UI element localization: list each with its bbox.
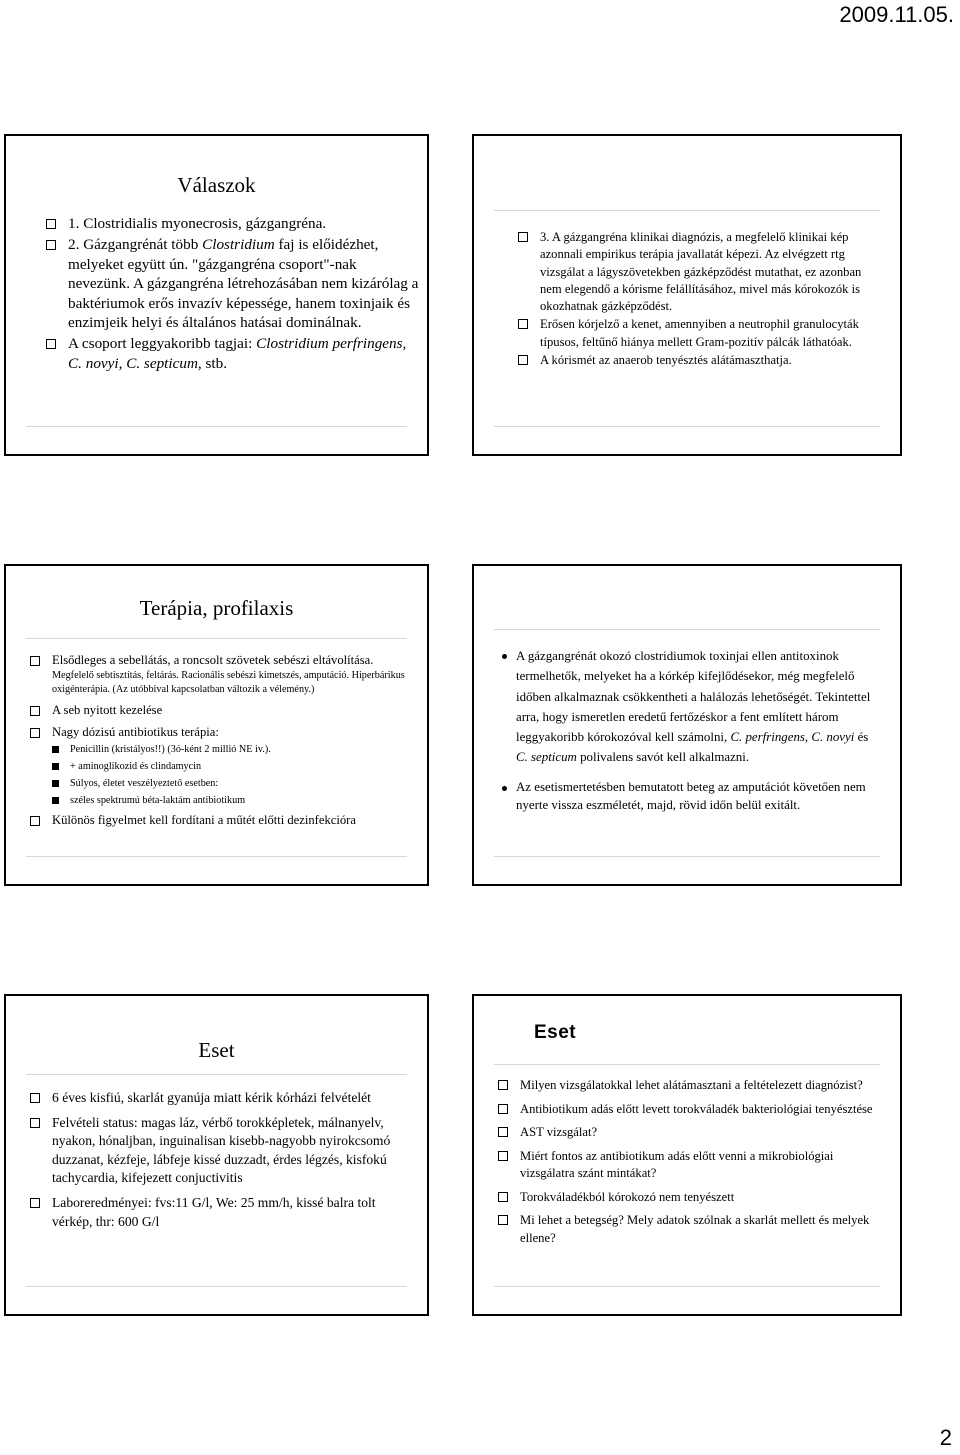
square-bullet-icon [52, 746, 59, 753]
list-item: Miért fontos az antibiotikum adás előtt venni a mikrobiológiai vizsgálatra szánt mintákat? [494, 1148, 886, 1183]
sub-list-item: Penicillin (kristályos!!) (3ó-ként 2 millió NE iv.). [26, 741, 424, 758]
list-item: Elsődleges a sebellátás, a roncsolt szövetek sebészi eltávolítása. [26, 652, 424, 669]
divider [26, 426, 407, 427]
divider [494, 426, 880, 427]
sub-list-item: + aminoglikozid és clindamycin [26, 758, 424, 775]
list-item: Torokváladékból kórokozó nem tenyészett [494, 1189, 886, 1207]
divider [494, 629, 880, 630]
list-item: 3. A gázgangréna klinikai diagnózis, a megfelelő klinikai kép azonnali empirikus terápia javallatát képezi. Az elvégzett rtg vizsgálat a lágyszövetekben gázképződést mutathat, ez azonban nem elegendő a kórisme felállításához, mivel más kórokozók is okozhatnak gázképződést. [514, 229, 886, 315]
checkbox-bullet-icon [498, 1080, 508, 1090]
list-item: AST vizsgálat? [494, 1124, 886, 1142]
list-item: Különös figyelmet kell fordítani a műtét előtti dezinfekcióra [26, 812, 424, 829]
checkbox-bullet-icon [46, 219, 56, 229]
checkbox-bullet-icon [30, 816, 40, 826]
square-bullet-icon [52, 763, 59, 770]
divider [494, 1286, 880, 1287]
list-item: A kórismét az anaerob tenyésztés alátámaszthatja. [514, 352, 886, 369]
slide-diagnosis [472, 134, 902, 456]
checkbox-bullet-icon [518, 319, 528, 329]
bullet-list [42, 214, 420, 375]
slide-eset-questions [472, 994, 902, 1316]
checkbox-bullet-icon [46, 240, 56, 250]
checkbox-bullet-icon [30, 1093, 40, 1103]
bullet-list [514, 229, 886, 370]
list-item-detail: Megfelelő sebtisztítás, feltárás. Racionális sebészi kimetszés, amputáció. Hiperbárikus oxigénterápia. (Az utóbbival kapcsolatban változik a vélemény.) [52, 670, 405, 695]
dot-bullet-icon [502, 654, 507, 659]
square-bullet-icon [52, 780, 59, 787]
page-number: 2 [939, 1425, 952, 1450]
slide-eset [4, 994, 429, 1316]
checkbox-bullet-icon [30, 656, 40, 666]
checkbox-bullet-icon [498, 1215, 508, 1225]
checkbox-bullet-icon [30, 1118, 40, 1128]
slide-title: Terápia, profilaxis [139, 596, 294, 620]
list-item: 1. Clostridialis myonecrosis, gázgangréna. [42, 214, 420, 233]
checkbox-bullet-icon [498, 1104, 508, 1114]
slide-valaszok [4, 134, 429, 456]
list-item: 6 éves kisfiú, skarlát gyanúja miatt kérik kórházi felvételét [26, 1089, 418, 1108]
divider [26, 1286, 407, 1287]
checkbox-bullet-icon [30, 1198, 40, 1208]
divider [494, 856, 880, 857]
slide-title: Eset [198, 1038, 235, 1062]
sub-list-item: Súlyos, életet veszélyeztető esetben: [26, 775, 424, 792]
list-item: Milyen vizsgálatokkal lehet alátámasztani a feltételezett diagnózist? [494, 1077, 886, 1095]
list-item: A seb nyitott kezelése [26, 702, 424, 719]
list-item: Erősen kórjelző a kenet, amennyiben a neutrophil granulocyták típusos, feltűnő hiánya mellett Gram-pozitív pálcák láthatóak. [514, 316, 886, 351]
list-item: A csoport leggyakoribb tagjai: Clostridium perfringens, C. novyi, C. septicum, stb. [42, 334, 420, 373]
checkbox-bullet-icon [498, 1192, 508, 1202]
dot-bullet-icon [502, 786, 507, 791]
divider [26, 638, 407, 639]
list-item: Nagy dózisú antibiotikus terápia: [26, 724, 424, 741]
slide-terapia [4, 564, 429, 886]
divider [26, 856, 407, 857]
divider [494, 1064, 880, 1065]
slide-title: Eset [534, 1022, 577, 1043]
list-item: Laboreredményei: fvs:11 G/l, We: 25 mm/h, kissé balra tolt vérkép, thr: 600 G/l [26, 1194, 418, 1231]
checkbox-bullet-icon [498, 1151, 508, 1161]
checkbox-bullet-icon [30, 728, 40, 738]
checkbox-bullet-icon [518, 355, 528, 365]
slide-title: Válaszok [177, 173, 256, 197]
checkbox-bullet-icon [30, 706, 40, 716]
header-date: 2009.11.05. [839, 2, 954, 27]
divider [26, 1074, 407, 1075]
list-item: Az esetismertetésben bemutatott beteg az amputációt követően nem nyerte vissza eszméletét, majd, rövid időn belül exitált. [500, 778, 882, 814]
list-item: 2. Gázgangrénát több Clostridium faj is előidézhet, melyeket együtt ún. "gázgangréna csoport"-nak nevezünk. A gázgangréna létrehozásában nem kizárólag a baktériumok erős invazív képessége, hanem toxinjaik és enzimjeik helyi és általános hatásai dominálnak. [42, 235, 420, 332]
square-bullet-icon [52, 797, 59, 804]
bullet-list [26, 652, 424, 829]
bullet-list [26, 1089, 418, 1237]
sub-list-item: széles spektrumú béta-laktám antibiotikum [26, 792, 424, 809]
checkbox-bullet-icon [518, 232, 528, 242]
list-item: Felvételi status: magas láz, vérbő torokképletek, málnanyelv, nyakon, hónaljban, inguinalisan kisebb-nagyobb nyirokcsomó duzzanat, kézfeje, lábfeje kissé duzzadt, érdes légzés, kisfokú tachycardia, kifejezett conjuctivitis [26, 1114, 418, 1188]
list-item: A gázgangrénát okozó clostridiumok toxinjai ellen antitoxinok termelhetők, melyeket ha a kórkép kifejlődésekor, még megfelelő időben alkalmaznak csökkentheti a halálozás lehetőségét. Tekintettel arra, hogy ismeretlen eredetű fertőzéskor a fent említett három leggyakoribb kórokozóval kell számolni, C. perfringens, C. novyi és C. septicum polivalens savót kell alkalmazni. [500, 646, 882, 768]
list-item: Mi lehet a betegség? Mely adatok szólnak a skarlát mellett és melyek ellene? [494, 1212, 886, 1247]
checkbox-bullet-icon [46, 339, 56, 349]
bullet-list [500, 646, 882, 814]
list-item: Antibiotikum adás előtt levett torokváladék bakteriológiai tenyésztése [494, 1101, 886, 1119]
checkbox-bullet-icon [498, 1127, 508, 1137]
divider [494, 210, 880, 211]
slide-antitoxin [472, 564, 902, 886]
bullet-list [494, 1077, 886, 1253]
